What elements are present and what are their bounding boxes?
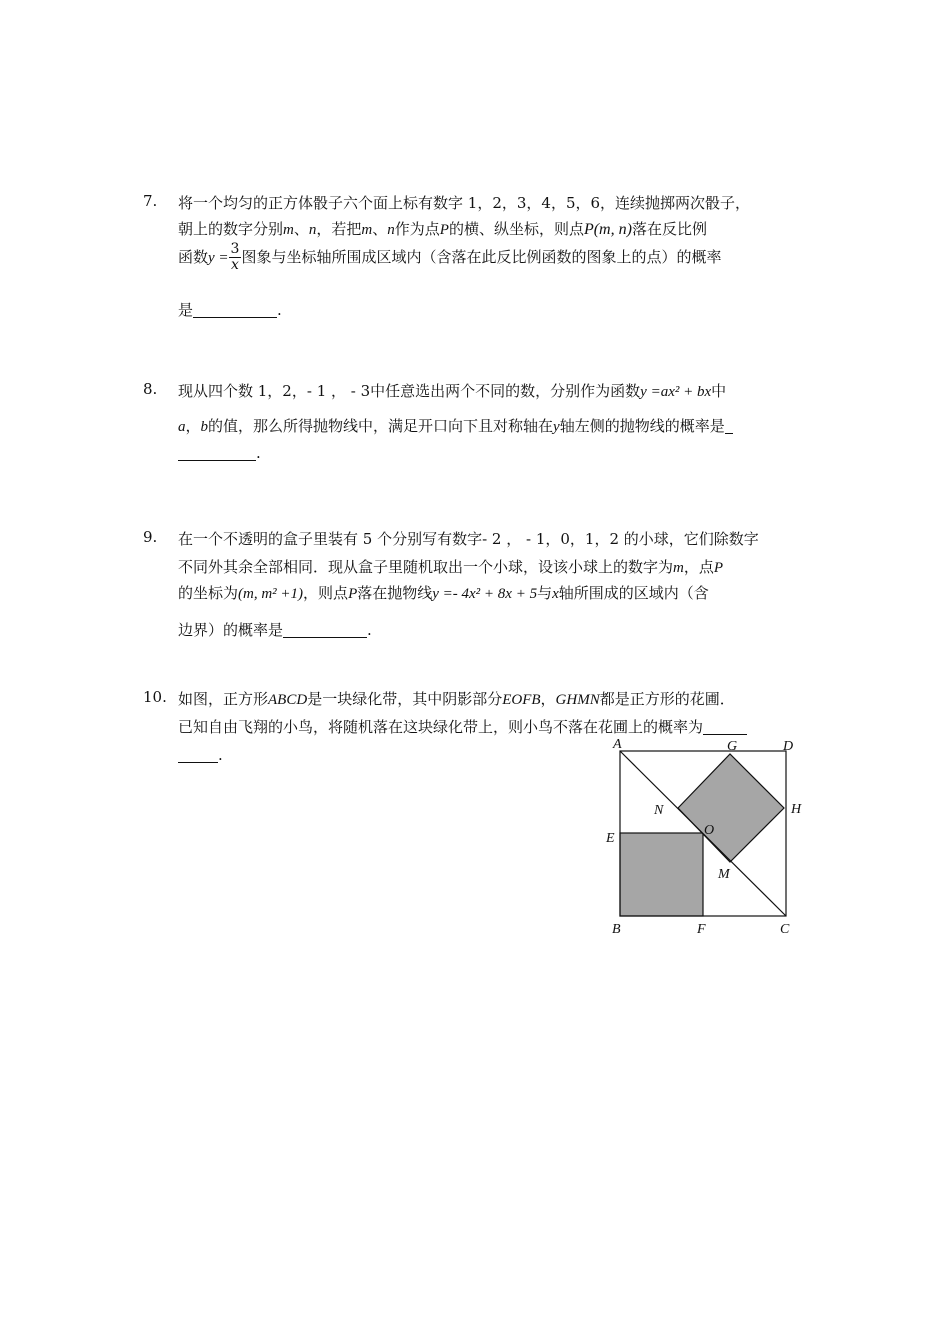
question-number: 10. — [143, 688, 167, 706]
question-number: 9. — [143, 528, 158, 546]
parabola-expression: y =- 4x² + 8x + 5 — [432, 586, 538, 602]
q8-line-1: 现从四个数 1，2，- 1 ， - 3中任意选出两个不同的数，分别作为函数y =ax² + bx中 — [178, 382, 727, 400]
q10-line-1: 如图，正方形ABCD是一块绿化带，其中阴影部分EOFB，GHMN都是正方形的花圃． — [178, 690, 735, 708]
question-number: 8. — [143, 380, 158, 398]
label-c: C — [780, 922, 790, 937]
fraction-3-over-x: $\frac{3}{x}$ — [230, 241, 240, 274]
q10-line-2: 已知自由飞翔的小鸟，将随机落在这块绿化带上，则小鸟不落在花圃上的概率为 — [178, 716, 747, 737]
square-garden-figure — [600, 734, 820, 939]
q9-line-2: 不同外其余全部相同．现从盒子里随机取出一个小球，设该小球上的数字为m，点P — [178, 558, 724, 576]
label-d: D — [783, 739, 794, 754]
label-e: E — [606, 831, 615, 846]
q7-line-3: 函数y = $\frac{3}{x}$ 图象与坐标轴所围成区域内（含落在此反比例函数的图象上的点）的概率 — [178, 241, 722, 274]
label-o: O — [704, 823, 715, 838]
label-n: N — [654, 803, 664, 818]
point-coordinate: (m, m² +1) — [238, 586, 304, 602]
q9-line-4: 边界）的概率是 . — [178, 621, 372, 639]
function-expression: y =ax² + bx — [640, 384, 712, 400]
point-p-mn: P(m, n) — [583, 221, 632, 238]
q9-line-1: 在一个不透明的盒子里装有 5 个分别写有数字- 2 ， - 1，0，1，2 的小球，它们除数字 — [178, 530, 759, 548]
q8-line-3: . — [178, 444, 261, 462]
q7-line-1: 将一个均匀的正方体骰子六个面上标有数字 1，2，3，4，5，6，连续抛掷两次骰子， — [178, 194, 751, 212]
q9-line-3: 的坐标为(m, m² +1)，则点P落在抛物线y =- 4x² + 8x + 5与x轴所围成的区域内（含 — [178, 584, 709, 602]
label-g: G — [727, 739, 738, 754]
label-h: H — [791, 802, 802, 817]
answer-blank[interactable] — [193, 302, 277, 318]
answer-blank[interactable] — [178, 445, 256, 461]
question-number: 7. — [143, 192, 158, 210]
label-b: B — [612, 922, 621, 937]
q7-line-2: 朝上的数字分别m、n，若把m、n作为点P的横、纵坐标，则点P(m, n)落在反比例 — [178, 220, 707, 238]
label-f: F — [697, 922, 706, 937]
q10-line-3: . — [178, 746, 223, 764]
answer-blank[interactable] — [178, 747, 218, 763]
shaded-square-eofb — [620, 833, 703, 916]
label-m: M — [718, 867, 730, 882]
answer-blank[interactable] — [283, 622, 367, 638]
q7-line-4: 是 . — [178, 301, 282, 319]
q8-line-2: a，b的值，那么所得抛物线中，满足开口向下且对称轴在y轴左侧的抛物线的概率是 — [178, 415, 733, 436]
answer-blank-start[interactable] — [703, 719, 747, 735]
label-a: A — [613, 737, 622, 752]
answer-blank-start[interactable] — [725, 418, 733, 434]
